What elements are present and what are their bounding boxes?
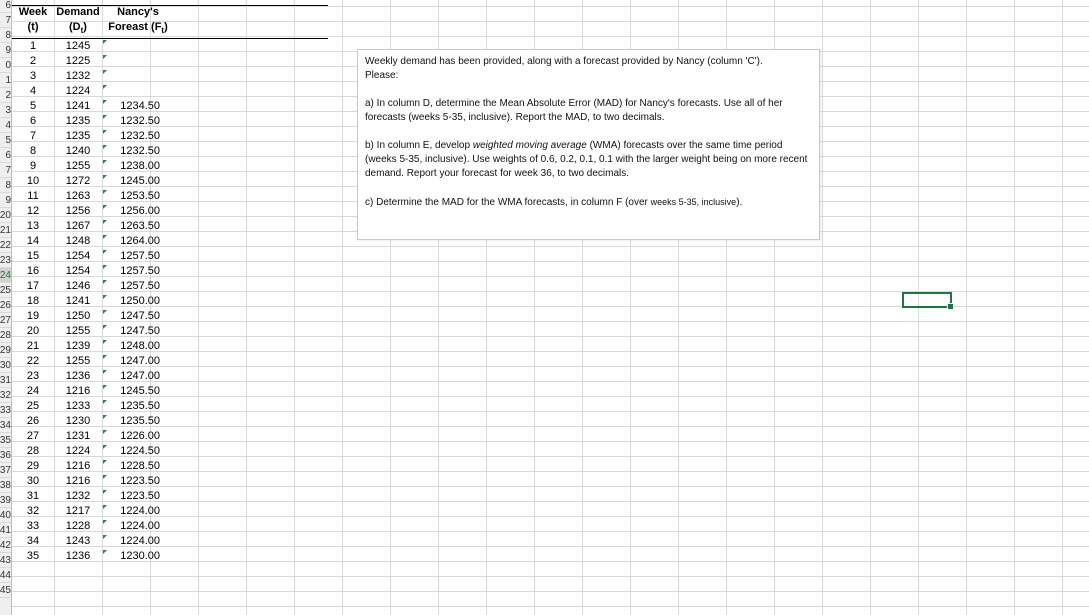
cell-forecast[interactable]: 1257.50 bbox=[120, 250, 160, 262]
note-part-b-pre: b) In column E, develop bbox=[365, 140, 473, 151]
forecast-sub-pre: Foreast (F bbox=[108, 21, 162, 33]
cell-forecast[interactable]: 1235.50 bbox=[120, 415, 160, 427]
cell-week[interactable]: 32 bbox=[26, 505, 40, 517]
row-header[interactable]: 36 bbox=[0, 450, 11, 461]
table-header bbox=[12, 5, 328, 39]
cell-forecast[interactable]: 1232.50 bbox=[120, 130, 160, 142]
row-header[interactable]: 40 bbox=[0, 510, 11, 521]
cell-week[interactable]: 25 bbox=[26, 400, 40, 412]
cell-demand[interactable]: 1224 bbox=[65, 445, 91, 457]
cell-demand[interactable]: 1239 bbox=[65, 340, 91, 352]
cell-forecast[interactable]: 1263.50 bbox=[120, 220, 160, 232]
header-demand-sub bbox=[54, 20, 102, 38]
cell-demand[interactable]: 1217 bbox=[65, 505, 91, 517]
cell-forecast[interactable]: 1238.00 bbox=[120, 160, 160, 172]
header-week[interactable] bbox=[12, 5, 54, 35]
row-header[interactable]: 22 bbox=[0, 240, 11, 251]
cell-demand[interactable]: 1246 bbox=[65, 280, 91, 292]
header-demand[interactable] bbox=[54, 5, 102, 38]
cell-week[interactable]: 10 bbox=[26, 175, 40, 187]
cell-week[interactable]: 17 bbox=[26, 280, 40, 292]
note-part-c-small: weeks 5-35, inclusive bbox=[650, 197, 737, 207]
header-forecast-sub bbox=[102, 20, 174, 38]
cell-demand[interactable]: 1245 bbox=[65, 40, 91, 52]
cell-forecast[interactable]: 1247.50 bbox=[120, 310, 160, 322]
row-header[interactable]: 9 bbox=[0, 193, 11, 208]
demand-sub-post: ) bbox=[83, 21, 87, 33]
row-header[interactable]: 6 bbox=[0, 148, 11, 163]
cell-demand[interactable]: 1236 bbox=[65, 550, 91, 562]
cell-week[interactable]: 34 bbox=[26, 535, 40, 547]
row-header[interactable]: 7 bbox=[0, 163, 11, 178]
cell-forecast[interactable]: 1253.50 bbox=[120, 190, 160, 202]
cell-forecast[interactable]: 1224.00 bbox=[120, 535, 160, 547]
row-header[interactable]: 1 bbox=[0, 73, 11, 88]
cell-demand[interactable]: 1241 bbox=[65, 295, 91, 307]
cell-demand[interactable]: 1255 bbox=[65, 160, 91, 172]
row-header[interactable]: 23 bbox=[0, 255, 11, 266]
demand-sub-t: t bbox=[80, 26, 84, 36]
row-header[interactable]: 30 bbox=[0, 360, 11, 371]
cell-forecast[interactable]: 1247.50 bbox=[120, 325, 160, 337]
header-forecast[interactable] bbox=[102, 5, 174, 38]
row-header[interactable]: 33 bbox=[0, 405, 11, 416]
cell-week[interactable]: 19 bbox=[26, 310, 40, 322]
row-header[interactable]: 24 bbox=[0, 270, 11, 281]
cell-demand[interactable]: 1235 bbox=[65, 130, 91, 142]
cell-forecast[interactable]: 1235.50 bbox=[120, 400, 160, 412]
row-header[interactable]: 38 bbox=[0, 480, 11, 491]
cell-week[interactable]: 29 bbox=[26, 460, 40, 472]
row-header[interactable]: 28 bbox=[0, 330, 11, 341]
cell-forecast[interactable] bbox=[102, 84, 160, 99]
row-header[interactable]: 7 bbox=[0, 13, 11, 28]
row-header[interactable]: 0 bbox=[0, 58, 11, 73]
cell-demand[interactable]: 1250 bbox=[65, 310, 91, 322]
note-intro bbox=[365, 55, 812, 83]
row-header[interactable]: 41 bbox=[0, 525, 11, 536]
cell-demand[interactable]: 1255 bbox=[65, 325, 91, 337]
cell-week[interactable]: 27 bbox=[26, 430, 40, 442]
cell-week[interactable]: 21 bbox=[26, 340, 40, 352]
cell-demand[interactable]: 1225 bbox=[65, 55, 91, 67]
cell-week[interactable]: 16 bbox=[26, 265, 40, 277]
row-header[interactable]: 42 bbox=[0, 540, 11, 551]
cell-week[interactable]: 4 bbox=[29, 85, 37, 97]
cell-demand[interactable]: 1267 bbox=[65, 220, 91, 232]
cell-demand[interactable]: 1230 bbox=[65, 415, 91, 427]
cell-week[interactable]: 24 bbox=[26, 385, 40, 397]
row-header[interactable]: 32 bbox=[0, 390, 11, 401]
row-header[interactable]: 45 bbox=[0, 585, 11, 596]
row-header[interactable]: 4 bbox=[0, 118, 11, 133]
cell-forecast[interactable]: 1223.50 bbox=[120, 475, 160, 487]
cell-forecast[interactable]: 1234.50 bbox=[120, 100, 160, 112]
row-header[interactable]: 27 bbox=[0, 315, 11, 326]
cell-demand[interactable]: 1233 bbox=[65, 400, 91, 412]
row-headers bbox=[0, 0, 12, 615]
cell-week[interactable]: 33 bbox=[26, 520, 40, 532]
cell-forecast[interactable]: 1245.00 bbox=[120, 175, 160, 187]
row-header[interactable]: 21 bbox=[0, 225, 11, 236]
cell-demand[interactable]: 1216 bbox=[65, 385, 91, 397]
cell-forecast[interactable]: 1250.00 bbox=[120, 295, 160, 307]
row-header[interactable]: 8 bbox=[0, 178, 11, 193]
row-header[interactable]: 3 bbox=[0, 103, 11, 118]
cell-forecast[interactable] bbox=[102, 54, 160, 69]
cell-forecast[interactable]: 1247.00 bbox=[120, 355, 160, 367]
cell-week[interactable]: 26 bbox=[26, 415, 40, 427]
note-part-a: a) In column D, determine the Mean Absolute Error (MAD) for Nancy's forecasts. Use all of her forecasts (weeks 5-35, inclusive). Report the MAD, to two decimals. bbox=[365, 98, 783, 123]
cell-demand[interactable]: 1236 bbox=[65, 370, 91, 382]
cell-forecast[interactable] bbox=[102, 69, 160, 84]
cell-demand[interactable]: 1240 bbox=[65, 145, 91, 157]
cell-demand[interactable]: 1272 bbox=[65, 175, 91, 187]
row-header[interactable]: 34 bbox=[0, 420, 11, 431]
cell-week[interactable]: 1 bbox=[29, 40, 37, 52]
cell-demand[interactable]: 1256 bbox=[65, 205, 91, 217]
cell-demand[interactable]: 1216 bbox=[65, 475, 91, 487]
cell-forecast[interactable]: 1264.00 bbox=[120, 235, 160, 247]
cell-demand[interactable]: 1232 bbox=[65, 70, 91, 82]
cell-week[interactable]: 15 bbox=[26, 250, 40, 262]
header-forecast-label: Nancy's bbox=[117, 6, 159, 18]
cell-demand[interactable]: 1254 bbox=[65, 250, 91, 262]
note-part-b-post: (WMA) forecasts over the same time period (weeks 5-35, inclusive). Use weights of 0.6, 0.2, 0.1, 0.1 with the larger weight being on more recent demand. Report your forecast for week 36, to two decimals. bbox=[365, 140, 808, 179]
cell-demand[interactable]: 1255 bbox=[65, 355, 91, 367]
cell-forecast[interactable]: 1245.50 bbox=[120, 385, 160, 397]
fill-handle[interactable] bbox=[947, 303, 954, 310]
row-header[interactable]: 31 bbox=[0, 375, 11, 386]
cell-forecast[interactable]: 1232.50 bbox=[120, 145, 160, 157]
cell-demand[interactable]: 1248 bbox=[65, 235, 91, 247]
cell-forecast[interactable]: 1228.50 bbox=[120, 460, 160, 472]
instructions-textbox[interactable] bbox=[357, 49, 820, 240]
cell-week[interactable]: 13 bbox=[26, 220, 40, 232]
cell-week[interactable]: 11 bbox=[27, 190, 39, 202]
header-demand-label: Demand bbox=[56, 6, 100, 18]
row-header[interactable]: 37 bbox=[0, 465, 11, 476]
cell-forecast[interactable]: 1247.00 bbox=[120, 370, 160, 382]
cell-week[interactable]: 28 bbox=[26, 445, 40, 457]
cell-week[interactable]: 31 bbox=[26, 490, 40, 502]
cell-week[interactable]: 7 bbox=[29, 130, 37, 142]
cell-forecast[interactable]: 1224.50 bbox=[120, 445, 160, 457]
cell-week[interactable]: 14 bbox=[26, 235, 40, 247]
row-header[interactable]: 44 bbox=[0, 570, 11, 581]
cell-demand[interactable]: 1231 bbox=[65, 430, 91, 442]
row-header[interactable]: 9 bbox=[0, 43, 11, 58]
header-week-sub: (t) bbox=[27, 21, 39, 33]
row-header[interactable]: 5 bbox=[0, 133, 11, 148]
row-header[interactable]: 8 bbox=[0, 28, 11, 43]
forecast-sub-t: t bbox=[161, 26, 165, 36]
cell-demand[interactable]: 1235 bbox=[65, 115, 91, 127]
cell-demand[interactable]: 1224 bbox=[65, 85, 91, 97]
cell-week[interactable]: 9 bbox=[29, 160, 37, 172]
row-header[interactable]: 39 bbox=[0, 495, 11, 506]
cell-forecast[interactable]: 1230.00 bbox=[120, 550, 160, 562]
cell-forecast[interactable]: 1232.50 bbox=[120, 115, 160, 127]
cell-demand[interactable]: 1243 bbox=[65, 535, 91, 547]
header-week-label: Week bbox=[18, 6, 48, 18]
cell-week[interactable]: 3 bbox=[29, 70, 37, 82]
row-header[interactable]: 29 bbox=[0, 345, 11, 356]
note-intro-line1: Weekly demand has been provided, along with a forecast provided by Nancy (column 'C'). bbox=[365, 56, 763, 67]
cell-week[interactable]: 20 bbox=[26, 325, 40, 337]
cell-forecast[interactable]: 1226.00 bbox=[120, 430, 160, 442]
cell-week[interactable]: 23 bbox=[26, 370, 40, 382]
row-header[interactable]: 35 bbox=[0, 435, 11, 446]
cell-forecast[interactable]: 1257.50 bbox=[120, 265, 160, 277]
cell-forecast[interactable]: 1257.50 bbox=[120, 280, 160, 292]
cell-demand[interactable]: 1232 bbox=[65, 490, 91, 502]
cell-week[interactable]: 22 bbox=[26, 355, 40, 367]
row-header[interactable]: 6 bbox=[0, 0, 11, 13]
cell-demand[interactable]: 1228 bbox=[65, 520, 91, 532]
note-intro-line2: Please: bbox=[365, 70, 399, 81]
cell-forecast[interactable]: 1224.00 bbox=[120, 520, 160, 532]
cell-forecast[interactable]: 1248.00 bbox=[120, 340, 160, 352]
row-header[interactable]: 25 bbox=[0, 285, 11, 296]
demand-sub-pre: (D bbox=[69, 21, 81, 33]
note-part-b-em: weighted moving average bbox=[472, 140, 587, 151]
row-header[interactable]: 43 bbox=[0, 555, 11, 566]
cell-week[interactable]: 8 bbox=[29, 145, 37, 157]
cell-demand[interactable]: 1263 bbox=[65, 190, 91, 202]
cell-week[interactable]: 35 bbox=[26, 550, 40, 562]
cell-week[interactable]: 18 bbox=[26, 295, 40, 307]
note-part-b bbox=[365, 139, 812, 181]
cell-week[interactable]: 12 bbox=[26, 205, 40, 217]
note-part-c bbox=[365, 195, 812, 210]
cell-week[interactable]: 5 bbox=[29, 100, 37, 112]
cell-demand[interactable]: 1241 bbox=[65, 100, 91, 112]
cell-demand[interactable]: 1254 bbox=[65, 265, 91, 277]
cell-week[interactable]: 6 bbox=[29, 115, 37, 127]
cell-forecast[interactable]: 1223.50 bbox=[120, 490, 160, 502]
note-part-c-post: ). bbox=[736, 197, 743, 208]
row-header[interactable]: 26 bbox=[0, 300, 11, 311]
cell-forecast[interactable]: 1224.00 bbox=[120, 505, 160, 517]
cell-forecast[interactable] bbox=[102, 39, 160, 54]
active-cell-selection[interactable] bbox=[902, 292, 952, 308]
cell-forecast[interactable]: 1256.00 bbox=[120, 205, 160, 217]
cell-week[interactable]: 2 bbox=[29, 55, 37, 67]
note-part-c-pre: c) Determine the MAD for the WMA forecasts, in column F (over bbox=[365, 197, 651, 208]
cell-week[interactable]: 30 bbox=[26, 475, 40, 487]
row-header[interactable]: 20 bbox=[0, 210, 11, 221]
cell-demand[interactable]: 1216 bbox=[65, 460, 91, 472]
forecast-sub-post: ) bbox=[164, 21, 168, 33]
row-header[interactable]: 2 bbox=[0, 88, 11, 103]
